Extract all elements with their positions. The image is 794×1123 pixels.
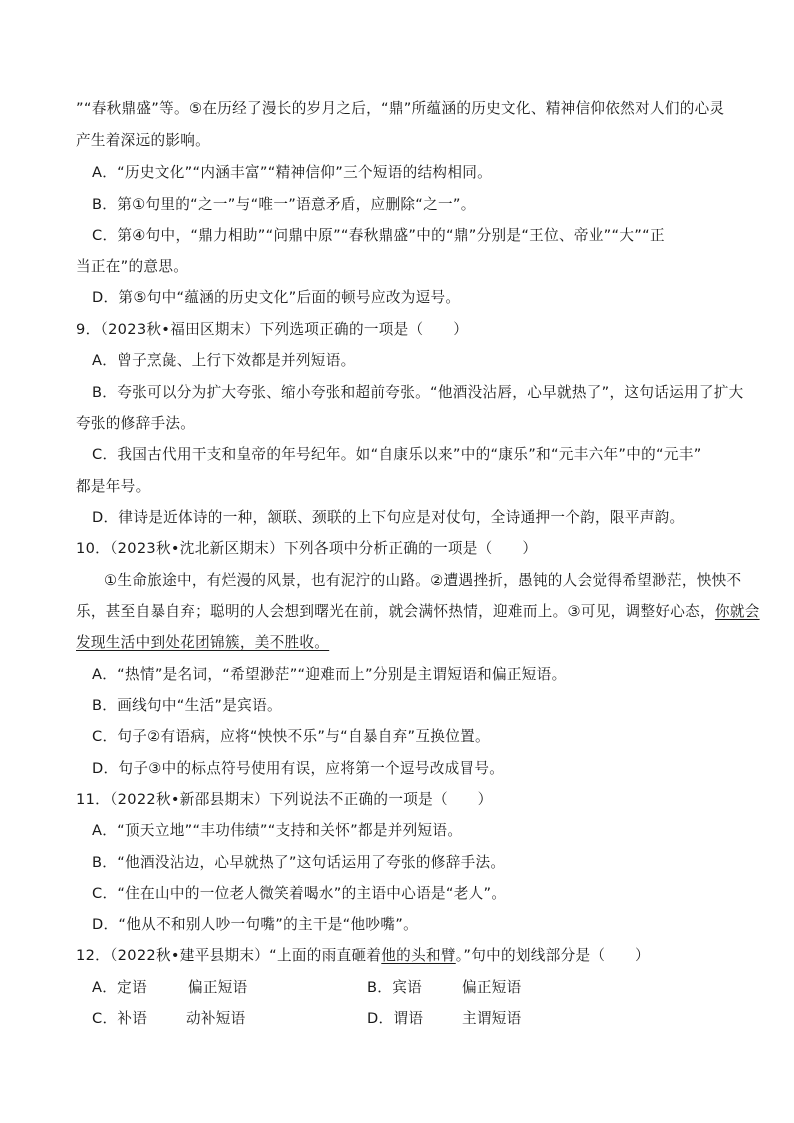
- q12-option-d: D．谓语: [367, 1010, 424, 1027]
- q11-option-a: A．“顶天立地”“丰功伟绩”“支持和关怀”都是并列短语。: [92, 822, 463, 839]
- q8-option-d: D．第⑤句中“蕴涵的历史文化”后面的顿号应改为逗号。: [92, 289, 461, 306]
- q10-stem: 10．（2023秋•沈北新区期末）下列各项中分析正确的一项是（ ）: [76, 540, 538, 557]
- q12-option-c: C．补语: [92, 1010, 148, 1027]
- q9-stem: 9．（2023秋•福田区期末）下列选项正确的一项是（ ）: [76, 321, 469, 338]
- q9-option-c: C．我国古代用干支和皇帝的年号纪年。如“自康乐以来”中的“康乐”和“元丰六年”中的“元丰”: [92, 446, 702, 463]
- q8-text-line-2: 产生着深远的影响。: [76, 132, 211, 149]
- q10-option-d: D．句子③中的标点符号使用有误，应将第一个逗号改成冒号。: [92, 760, 505, 777]
- q12-stem: [76, 946, 794, 966]
- q12-option-c-answer: 动补短语: [186, 1010, 246, 1027]
- q10-passage-line-1: ①生命旅途中，有烂漫的风景，也有泥泞的山路。②遭遇挫折，愚钝的人会觉得希望渺茫，怏怏不: [104, 572, 742, 589]
- q11-option-c: C．“住在山中的一位老人微笑着喝水”的主语中心语是“老人”。: [92, 885, 507, 902]
- q8-option-c: C．第④句中，“鼎力相助”“问鼎中原”“春秋鼎盛”中的“鼎”分别是“王位、帝业”“大”“正: [92, 227, 665, 244]
- q12-option-b-answer: 偏正短语: [462, 979, 522, 996]
- q12-stem-post: 。”句中的划线部分是（ ）: [455, 947, 650, 964]
- q11-option-d: D．“他从不和别人吵一句嘴”的主干是“他吵嘴”。: [92, 916, 418, 933]
- q12-option-a: A．定语: [92, 979, 147, 996]
- q12-stem-pre: 12．（2022秋•建平县期末）“上面的雨直砸着: [76, 947, 382, 964]
- q10-option-c: C．句子②有语病，应将“怏怏不乐”与“自暴自弃”互换位置。: [92, 728, 490, 745]
- q10-underlined-start: 你就会: [714, 603, 760, 620]
- q8-option-c-cont: 当正在”的意思。: [76, 258, 189, 275]
- q12-option-b: B．宾语: [367, 979, 422, 996]
- q10-option-a: A．“热情”是名词，“希望渺茫”“迎难而上”分别是主谓短语和偏正短语。: [92, 666, 567, 683]
- q12-option-a-answer: 偏正短语: [188, 979, 248, 996]
- q10-passage-line-2: [76, 602, 794, 622]
- q9-option-d: D．律诗是近体诗的一种，颔联、颈联的上下句应是对仗句，全诗通押一个韵，限平声韵。: [92, 509, 685, 526]
- q9-option-c-cont: 都是年号。: [76, 478, 151, 495]
- q9-option-b-cont: 夸张的修辞手法。: [76, 415, 196, 432]
- q10-underlined-sentence: 发现生活中到处花团锦簇，美不胜收。: [76, 634, 330, 651]
- q9-option-b: B．夸张可以分为扩大夸张、缩小夸张和超前夸张。“他酒没沾唇，心早就热了”，这句话运用了扩大: [92, 384, 744, 401]
- q10-option-b: B．画线句中“生活”是宾语。: [92, 697, 282, 714]
- q8-text-line-1: ”“春秋鼎盛”等。⑤在历经了漫长的岁月之后，“鼎”所蕴涵的历史文化、精神信仰依然对人们的心灵: [76, 100, 725, 117]
- q12-option-d-answer: 主谓短语: [462, 1010, 522, 1027]
- q8-option-a: A．“历史文化”“内涵丰富”“精神信仰”三个短语的结构相同。: [92, 164, 493, 181]
- q9-option-a: A．曾子烹彘、上行下效都是并列短语。: [92, 352, 356, 369]
- q12-underlined-phrase: 他的头和臂: [381, 947, 456, 964]
- q11-stem: 11．（2022秋•新邵县期末）下列说法不正确的一项是（ ）: [76, 791, 493, 808]
- q10-passage-line-2-text: 乐，甚至自暴自弃；聪明的人会想到曙光在前，就会满怀热情，迎难而上。③可见，调整好心态，: [76, 603, 715, 620]
- q11-option-b: B．“他酒没沾边，心早就热了”这句话运用了夸张的修辞手法。: [92, 854, 506, 871]
- q8-option-b: B．第①句里的“之一”与“唯一”语意矛盾，应删除“之一”。: [92, 196, 476, 213]
